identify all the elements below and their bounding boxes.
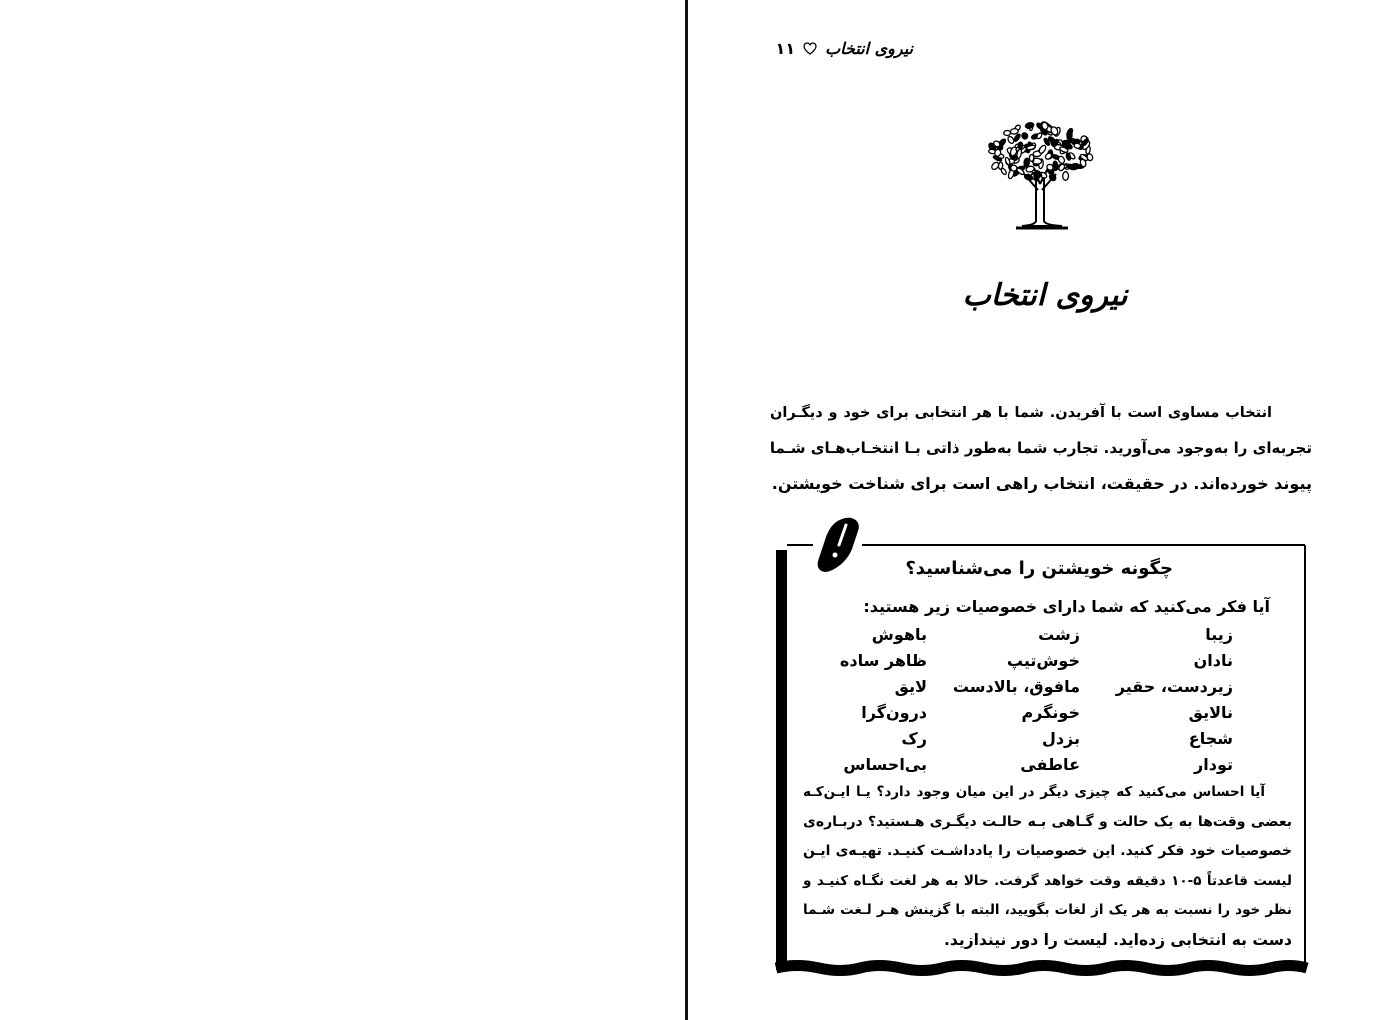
box-line: لیست قاعدتاً ۵-۱۰ دقیقه وقت خواهد گرفت. حالا به هر لغت نگـاه کنیـد و bbox=[803, 872, 1292, 889]
box-line: بعضی وقت‌ها به یک حالت و گـاهی بـه حالـت دیگـری هـستید؟ دربـاره‌ی bbox=[803, 813, 1292, 830]
box-paragraph bbox=[803, 778, 1292, 955]
trait-cell: تودار bbox=[1194, 755, 1233, 774]
left-page bbox=[0, 0, 685, 1020]
box-line: نظر خود را نسبت به هر یک از لغات بگویید، البته با گزینش هـر لـغت شـما bbox=[803, 902, 1292, 918]
tree-leaf bbox=[1038, 144, 1047, 154]
trait-cell: باهوش bbox=[871, 625, 927, 644]
pencil-icon bbox=[812, 515, 864, 575]
traits-row bbox=[774, 726, 1233, 752]
tree-leaf bbox=[1010, 128, 1019, 135]
trait-cell: خونگرم bbox=[1021, 703, 1080, 722]
box-bottom-border bbox=[776, 966, 1307, 971]
tree-leaf bbox=[1036, 132, 1043, 139]
right-page bbox=[688, 0, 1382, 1020]
tree-leaf bbox=[1021, 132, 1029, 140]
tree-leaf bbox=[1005, 157, 1011, 165]
tree-canopy bbox=[988, 121, 1094, 182]
box-line: آیا احساس می‌کنید که چیزی دیگر در این میان وجود دارد؟ یـا ایـن‌کـه bbox=[803, 784, 1265, 800]
tree-leaf bbox=[1029, 154, 1034, 161]
callout-box bbox=[770, 515, 1310, 980]
trait-cell: شجاع bbox=[1188, 729, 1233, 748]
traits-row bbox=[774, 752, 1233, 778]
trait-cell: مافوق، بالادست bbox=[952, 677, 1080, 696]
trait-cell: بزدل bbox=[1041, 729, 1080, 748]
trait-cell: رک bbox=[901, 729, 927, 748]
tree-leaf bbox=[1053, 161, 1058, 171]
box-line: دست به انتخابی زده‌اید. لیست را دور نیندازید. bbox=[944, 930, 1292, 949]
trait-cell: بی‌احساس bbox=[843, 755, 927, 774]
tree-icon bbox=[980, 118, 1100, 234]
chapter-title: نیروی انتخاب bbox=[962, 278, 1128, 313]
tree-leaf bbox=[1018, 142, 1023, 149]
box-question: آیا فکر می‌کنید که شما دارای خصوصیات زیر هستید: bbox=[863, 597, 1270, 616]
intro-line: انتخاب مساوی است با آفریدن. شما با هر انتخابی برای خود و دیگـران bbox=[770, 405, 1272, 421]
tree-leaf bbox=[1069, 138, 1076, 143]
traits-row bbox=[774, 700, 1233, 726]
tree-leaf bbox=[1000, 168, 1007, 176]
trait-cell: عاطفی bbox=[1020, 755, 1080, 774]
trait-cell: خوش‌تیپ bbox=[1006, 651, 1080, 670]
trait-cell: نادان bbox=[1193, 651, 1233, 670]
traits-list bbox=[774, 622, 1233, 778]
trait-cell: زشت bbox=[1038, 625, 1080, 644]
trait-cell: نالایق bbox=[1188, 703, 1233, 722]
traits-row bbox=[774, 674, 1233, 700]
traits-row bbox=[774, 622, 1233, 648]
tree-leaf bbox=[1069, 163, 1079, 171]
tree-leaf bbox=[1063, 172, 1069, 181]
trait-cell: لایق bbox=[894, 677, 927, 696]
tree-leaf bbox=[1057, 155, 1065, 164]
tree-leaf bbox=[1074, 143, 1081, 149]
trait-cell: درون‌گرا bbox=[861, 703, 927, 722]
intro-line: پیوند خورده‌اند. در حقیقت، انتخاب راهی است برای شناخت خویشتن. bbox=[771, 474, 1312, 493]
trait-cell: ظاهر ساده bbox=[839, 651, 927, 670]
intro-paragraph bbox=[770, 396, 1312, 501]
heart-icon bbox=[803, 42, 817, 55]
box-title: چگونه خویشتن را می‌شناسید؟ bbox=[905, 558, 1173, 579]
trait-cell: زیردست، حقیر bbox=[1115, 677, 1233, 696]
page-number: ۱۱ bbox=[775, 38, 796, 58]
running-head bbox=[760, 36, 913, 60]
intro-line: تجربه‌ای را به‌وجود می‌آورید. تجارب شما به‌طور ذاتی بـا انتخـاب‌هـای شـما bbox=[769, 439, 1312, 457]
traits-row bbox=[774, 648, 1233, 674]
tree-leaf bbox=[1004, 130, 1011, 135]
running-title: نیروی انتخاب bbox=[825, 38, 913, 58]
tree-leaf bbox=[990, 161, 1000, 171]
trait-cell: زیبا bbox=[1205, 625, 1233, 644]
box-line: خصوصیات خود فکر کنید. این خصوصیات را یادداشـت کنیـد. تهیـه‌ی ایـن bbox=[803, 843, 1292, 859]
